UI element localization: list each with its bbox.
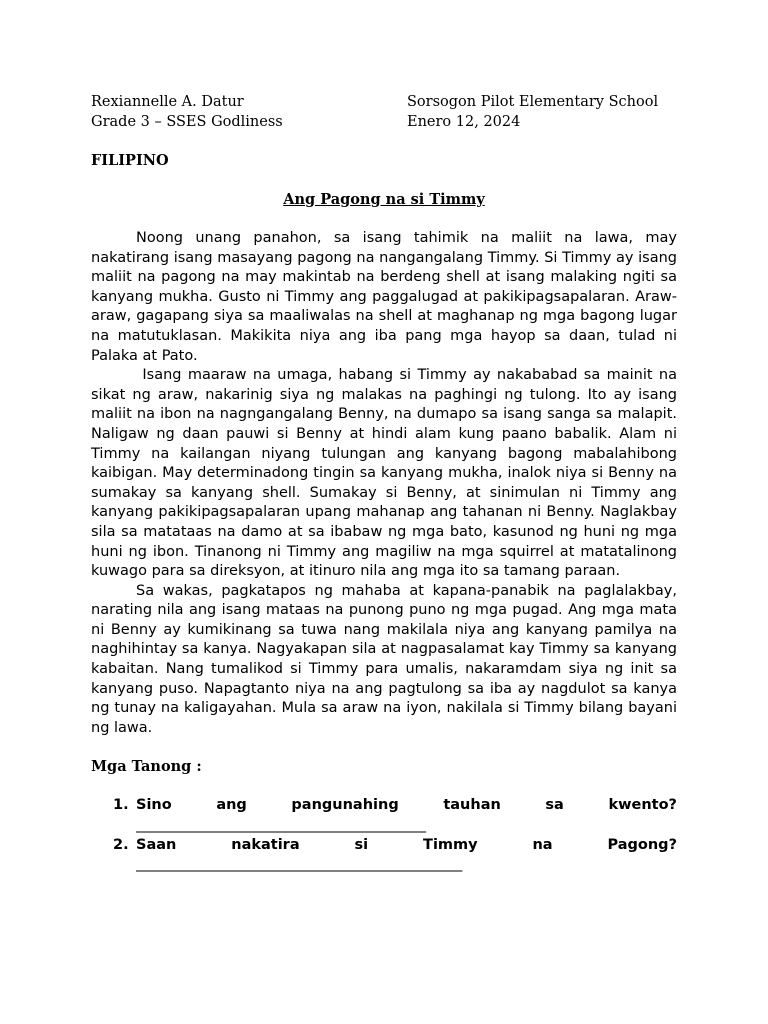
school-name: Sorsogon Pilot Elementary School	[407, 94, 659, 110]
story-body	[91, 229, 682, 738]
student-name: Rexiannelle A. Datur	[91, 94, 244, 110]
question-text	[136, 836, 677, 856]
header-row-1	[91, 92, 677, 112]
question-word: si	[354, 836, 369, 853]
story-paragraph-3: Sa wakas, pagkatapos ng mahaba at kapana-panabik na paglalakbay, narating nila ang isang mataas na punong puno ng mga pugad. Ang mga mata ni Benny ay kumikinang sa tuwa nang makilala niya ang kanyang pamilya na naghihintay sa kanya. Nagyakapan sila at nagpasalamat kay Timmy sa kanyang kabaitan. Nang tumalikod si Timmy para umalis, nakaramdam siya ng init sa kanyang puso. Napagtanto niya na ang pagtulong sa iba ay nagdulot sa kanya ng tunay na kaligayahan. Mula sa araw na iyon, nakilala si Timmy bilang bayani ng lawa.	[91, 582, 677, 736]
questions-list	[91, 796, 677, 874]
question-item-1	[91, 796, 677, 835]
question-word: Saan	[136, 836, 177, 853]
story-paragraph-1: Noong unang panahon, sa isang tahimik na maliit na lawa, may nakatirang isang masayang pagong na nangangalang Timmy. Si Timmy ay isang maliit na pagong na may makintab na berdeng shell at isang malaking ngiti sa kanyang mukha. Gusto ni Timmy ang paggalugad at pakikipagsapalaran. Araw- araw, gagapang siya sa maaliwalas na shell at maghanap ng mga bagong lugar na matutuklasan. Makikita niya ang iba pang mga hayop sa daan, tulad ni Palaka at Pato.	[91, 230, 677, 364]
story-paragraph-2: Isang maaraw na umaga, habang si Timmy ay nakababad sa mainit na sikat ng araw, nakarinig siya ng malakas na paghingi ng tulong. Ito ay isang maliit na ibon na nagngangalang Benny, na dumapo sa isang sanga sa malapit. Naligaw ng daan pauwi si Benny at hindi alam kung paano babalik. Alam ni Timmy na kailangan niyang tulungan ang kanyang bagong mabalahibong kaibigan. May determinadong tingin sa kanyang mukha, inalok niya si Benny na sumakay sa kanyang shell. Sumakay si Benny, at sinimulan ni Timmy ang kanyang pakikipagsapalaran upang mahanap ang tahanan ni Benny. Naglakbay sila sa matataas na damo at sa ibabaw ng mga bato, kasunod ng huni ng mga huni ng ibon. Tinanong ni Timmy ang magiliw na mga squirrel at matatalinong kuwago para sa direksyon, at itinuro nila ang mga ito sa tamang paraan.	[91, 367, 682, 580]
question-word: Timmy	[423, 836, 478, 853]
document-date: Enero 12, 2024	[407, 114, 521, 130]
question-number: 2.	[113, 836, 129, 853]
subject-heading: FILIPINO	[91, 152, 169, 169]
question-number: 1.	[113, 797, 129, 814]
question-word: na	[532, 836, 553, 853]
question-word: kwento?	[608, 797, 677, 814]
answer-blank-line[interactable]: ________________________________________	[136, 817, 426, 834]
question-word: tauhan	[443, 797, 501, 814]
question-word: pangunahing	[291, 797, 399, 814]
question-word: Pagong?	[607, 836, 677, 853]
header-row-2	[91, 112, 677, 132]
story-title: Ang Pagong na si Timmy	[283, 191, 485, 208]
question-word: nakatira	[231, 836, 300, 853]
grade-section: Grade 3 – SSES Godliness	[91, 114, 283, 130]
question-text	[136, 796, 677, 816]
question-word: ang	[216, 797, 247, 814]
question-word: Sino	[136, 797, 172, 814]
question-item-2	[91, 836, 677, 875]
question-word: sa	[545, 797, 564, 814]
document-page	[91, 92, 682, 875]
questions-heading: Mga Tanong :	[91, 758, 202, 776]
answer-blank-line[interactable]: _____________________________________________	[136, 856, 463, 873]
